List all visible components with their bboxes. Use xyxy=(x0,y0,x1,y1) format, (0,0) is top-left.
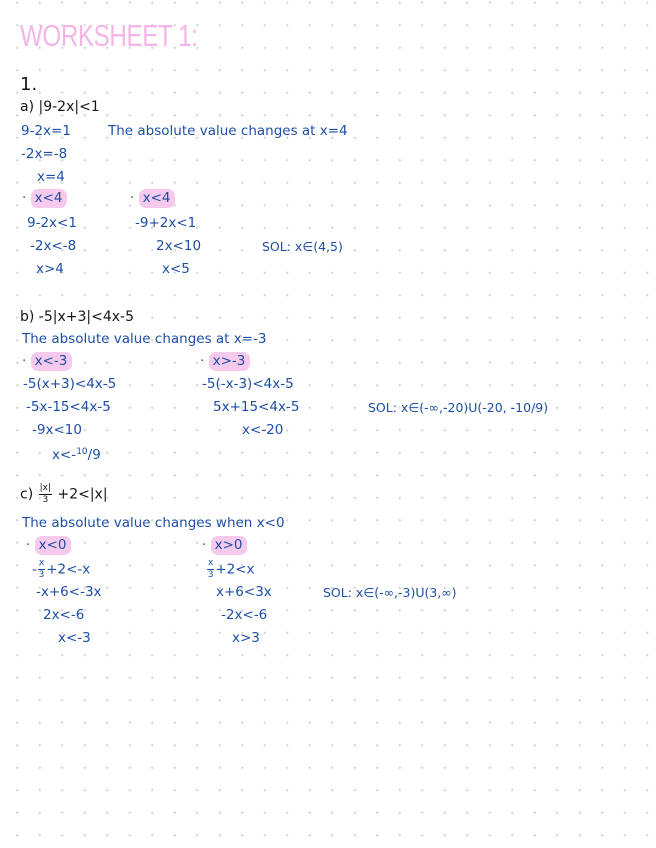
part-c-case-1-line-1-suffix: +2<-x xyxy=(46,561,91,578)
part-c-case-1-line-4: x<-3 xyxy=(58,630,91,646)
part-c-case-1-line-1-prefix: - xyxy=(32,561,37,578)
part-b-case-2-line-3: x<-20 xyxy=(242,422,284,438)
part-b-case-1-line-2: -5x-15<4x-5 xyxy=(26,399,111,415)
part-a-case-1-line-1: 9-2x<1 xyxy=(27,215,77,231)
part-b-case-1: · x<-3 xyxy=(22,355,72,369)
part-c-header-frac-den: 3 xyxy=(42,495,49,505)
part-c-case-1-label: x<0 xyxy=(35,536,72,555)
part-b-case-1-line-4 xyxy=(52,448,101,463)
part-c-case-2-line-1 xyxy=(206,559,255,580)
part-c-case-1-line-1-frac-den: 3 xyxy=(38,570,45,580)
part-a-statement: The absolute value changes at x=4 xyxy=(108,123,348,139)
part-b-case-2-line-2: 5x+15<4x-5 xyxy=(213,399,300,415)
part-b-case-2-label: x>-3 xyxy=(209,352,251,371)
part-b-statement: The absolute value changes at x=-3 xyxy=(22,331,267,347)
part-b-solution: SOL: x∈(-∞,-20)U(-20, -10/9) xyxy=(368,400,549,415)
part-c-case-2-line-1-fraction xyxy=(207,559,214,580)
part-c-case-1-line-3: 2x<-6 xyxy=(43,607,85,623)
part-c-case-2-line-1-frac-den: 3 xyxy=(207,570,214,580)
part-a-line-1: 9-2x=1 xyxy=(21,123,71,139)
part-c-case-1: · x<0 xyxy=(26,539,71,553)
part-c-header-fraction xyxy=(39,484,52,505)
part-c-case-1-line-1-fraction xyxy=(38,559,45,580)
part-b-case-1-line-4-den: /9 xyxy=(87,447,101,463)
part-c-case-2-line-1-suffix: +2<x xyxy=(215,561,255,578)
part-b-case-1-line-4-prefix: x<- xyxy=(52,447,77,463)
part-b-case-1-line-3: -9x<10 xyxy=(32,422,82,438)
part-a-case-1-line-2: -2x<-8 xyxy=(30,238,77,254)
part-a-case-2: · x<4 xyxy=(130,192,175,206)
part-a-solution: SOL: x∈(4,5) xyxy=(262,239,343,254)
part-c-statement: The absolute value changes when x<0 xyxy=(22,515,285,531)
part-b-case-1-label: x<-3 xyxy=(31,352,73,371)
part-c-case-2-line-2: x+6<3x xyxy=(216,584,272,600)
part-c-case-2-label: x>0 xyxy=(211,536,248,555)
part-c-header-frac-num: |x| xyxy=(39,483,52,493)
part-b-case-1-line-4-num: 10 xyxy=(76,447,88,457)
part-b-header: b) -5|x+3|<4x-5 xyxy=(20,309,134,325)
part-c-case-1-line-2: -x+6<-3x xyxy=(36,584,102,600)
worksheet-title: WORKSHEET 1: xyxy=(20,18,198,53)
part-a-case-1-line-3: x>4 xyxy=(36,261,64,277)
part-a-line-3: x=4 xyxy=(37,169,65,185)
part-c-case-2-line-4: x>3 xyxy=(232,630,260,646)
part-c-case-1-line-1 xyxy=(32,559,90,580)
part-a-case-2-line-1: -9+2x<1 xyxy=(135,215,197,231)
part-a-case-1-label: x<4 xyxy=(31,189,68,208)
part-a-line-2: -2x=-8 xyxy=(21,146,68,162)
part-c-solution: SOL: x∈(-∞,-3)U(3,∞) xyxy=(323,585,457,600)
part-b-case-2-line-1: -5(-x-3)<4x-5 xyxy=(202,376,294,392)
part-c-header xyxy=(20,484,108,505)
part-c-header-suffix: +2<|x| xyxy=(57,486,108,503)
part-a-case-2-line-2: 2x<10 xyxy=(156,238,202,254)
part-a-case-1: · x<4 xyxy=(22,192,67,206)
part-b-case-1-line-1: -5(x+3)<4x-5 xyxy=(23,376,117,392)
part-c-case-2-line-1-frac-num: x xyxy=(208,558,214,568)
part-b-case-2: · x>-3 xyxy=(200,355,250,369)
part-c-case-1-line-1-frac-num: x xyxy=(38,558,45,568)
part-a-case-2-label: x<4 xyxy=(139,189,176,208)
exercise-number: 1. xyxy=(20,74,38,95)
part-a-header: a) |9-2x|<1 xyxy=(20,99,100,115)
part-c-header-prefix: c) xyxy=(20,486,34,503)
part-c-case-2-line-3: -2x<-6 xyxy=(221,607,268,623)
part-c-case-2: · x>0 xyxy=(202,539,247,553)
part-a-case-2-line-3: x<5 xyxy=(162,261,190,277)
